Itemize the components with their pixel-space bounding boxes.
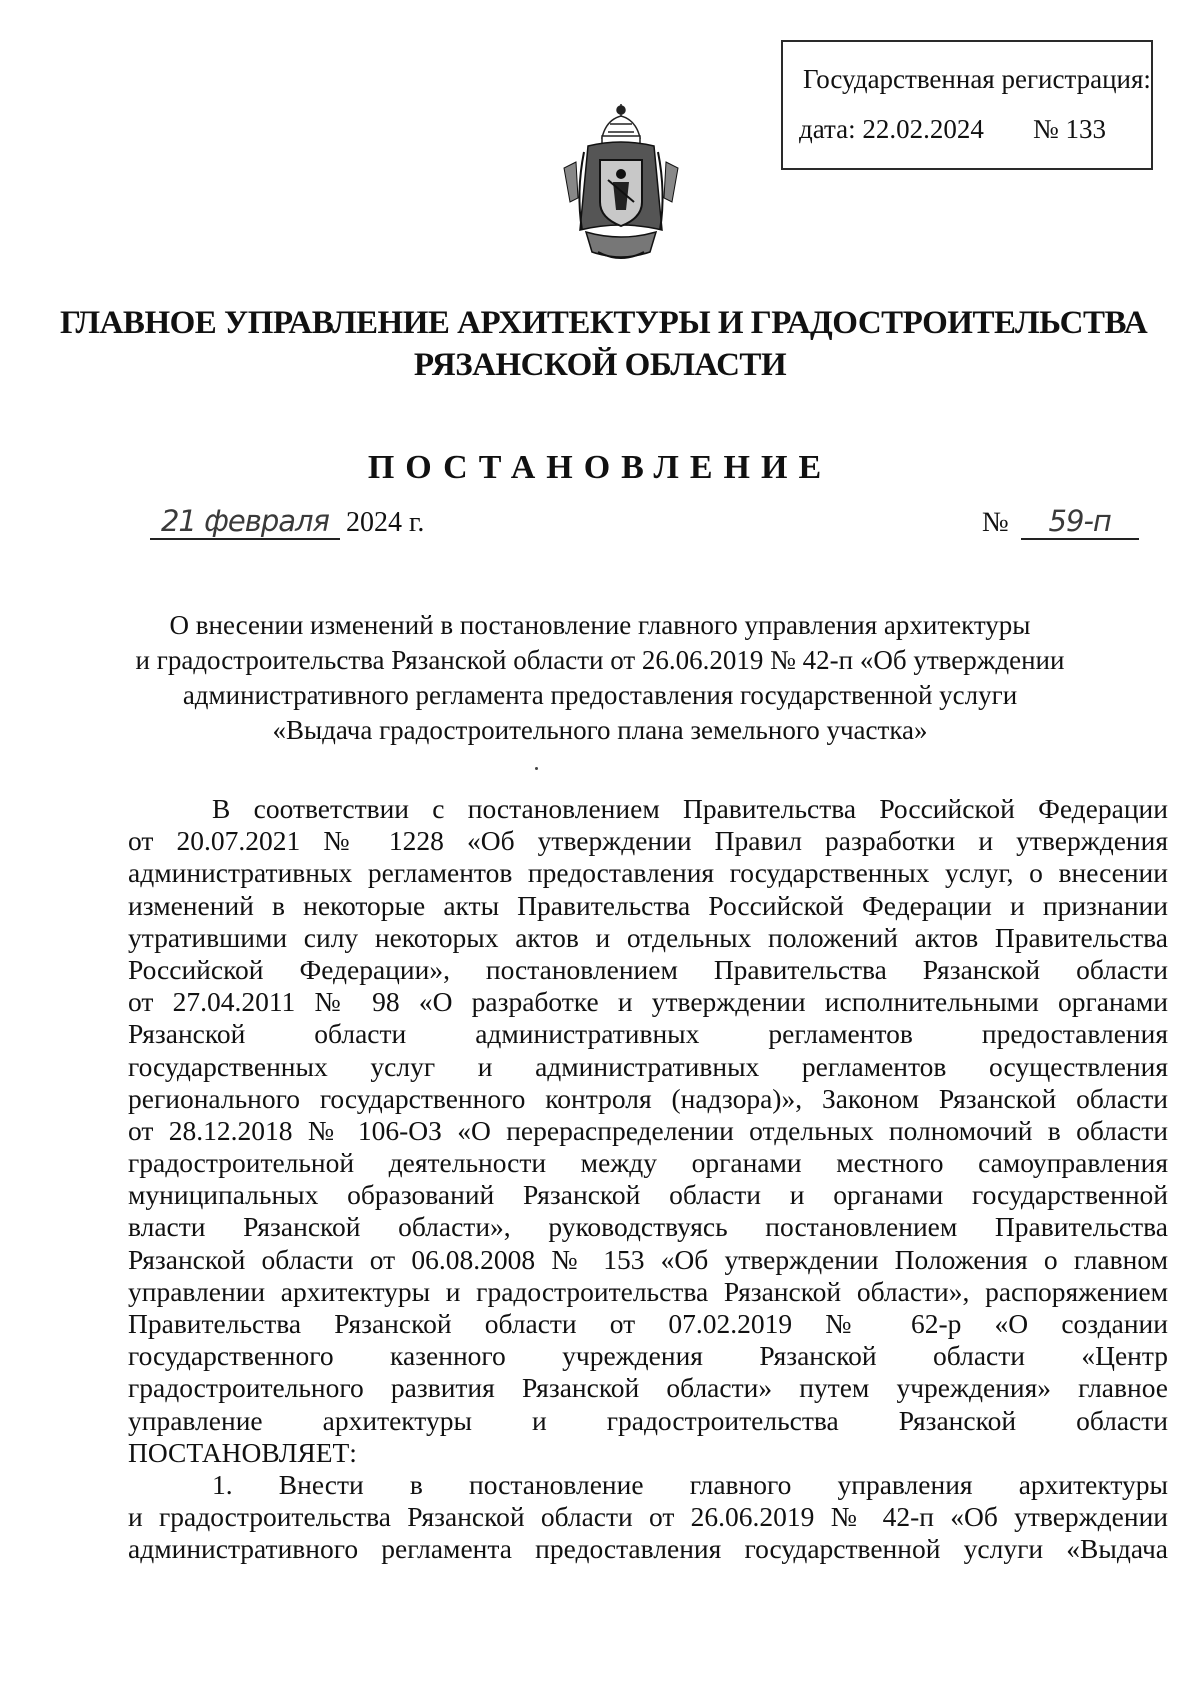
body-line: Правительства Рязанской области от 07.02.2019 № 62-р «О создании	[128, 1308, 1168, 1339]
document-date	[150, 504, 424, 540]
scan-dot	[535, 767, 538, 770]
document-type: ПОСТАНОВЛЕНИЕ	[367, 449, 833, 486]
document-body	[128, 793, 1168, 1566]
body-line: и градостроительства Рязанской области от 26.06.2019 № 42-п «Об утверждении	[128, 1501, 1168, 1533]
registration-stamp	[781, 40, 1153, 170]
body-line: Рязанской области административных регламентов предоставления	[128, 1018, 1168, 1050]
body-line: градостроительного развития Рязанской области» путем учреждения» главное	[128, 1372, 1168, 1404]
body-line: государственных услуг и административных регламентов осуществления	[128, 1050, 1168, 1082]
handwritten-number: 59-п	[1021, 504, 1139, 540]
document-subject	[120, 608, 1080, 748]
registration-date: дата: 22.02.2024	[799, 114, 984, 144]
handwritten-date: 21 февраля	[150, 504, 340, 540]
body-line: управление архитектуры и градостроительства Рязанской области	[128, 1404, 1168, 1436]
organization-title-line2: РЯЗАНСКОЙ ОБЛАСТИ	[413, 347, 787, 383]
document-year: 2024 г.	[346, 507, 425, 538]
body-line: от 20.07.2021 № 1228 «Об утверждении Правил разработки и утверждения	[128, 825, 1168, 857]
coat-of-arms-icon	[558, 102, 684, 267]
body-line: 1. Внести в постановление главного управления архитектуры	[212, 1468, 1168, 1500]
body-line: ПОСТАНОВЛЯЕТ:	[128, 1436, 357, 1468]
document-number	[982, 504, 1139, 540]
number-label: №	[982, 507, 1009, 538]
body-line: от 28.12.2018 № 106-ОЗ «О перераспределении отдельных полномочий в области	[128, 1114, 1168, 1146]
body-line: административных регламентов предоставления государственных услуг, о внесении	[128, 857, 1168, 889]
body-line: утратившими силу некоторых актов и отдельных положений актов Правительства	[128, 921, 1168, 953]
body-line: регионального государственного контроля (надзора)», Законом Рязанской области	[128, 1082, 1168, 1114]
body-line: Российской Федерации», постановлением Правительства Рязанской области	[128, 953, 1168, 985]
registration-title: Государственная регистрация:	[803, 64, 1151, 94]
body-line: власти Рязанской области», руководствуясь постановлением Правительства	[128, 1211, 1168, 1243]
registration-number: № 133	[1033, 114, 1107, 144]
subject-line: и градостроительства Рязанской области от 26.06.2019 № 42-п «Об утверждении	[135, 645, 1065, 675]
subject-line: административного регламента предоставления государственной услуги	[182, 680, 1018, 710]
organization-title-line1: ГЛАВНОЕ УПРАВЛЕНИЕ АРХИТЕКТУРЫ И ГРАДОСТРОИТЕЛЬСТВА	[60, 305, 1148, 341]
body-line: В соответствии с постановлением Правительства Российской Федерации	[212, 793, 1168, 824]
body-line: государственного казенного учреждения Рязанской области «Центр	[128, 1340, 1168, 1372]
body-line: административного регламента предоставления государственной услуги «Выдача	[128, 1533, 1168, 1565]
body-line: от 27.04.2011 № 98 «О разработке и утверждении исполнительными органами	[128, 986, 1168, 1018]
body-line: градостроительной деятельности между органами местного самоуправления	[128, 1147, 1168, 1179]
body-line: изменений в некоторые акты Правительства Российской Федерации и признании	[128, 889, 1168, 921]
subject-line: «Выдача градостроительного плана земельного участка»	[272, 715, 928, 745]
body-line: управлении архитектуры и градостроительства Рязанской области», распоряжением	[128, 1275, 1168, 1307]
body-line: муниципальных образований Рязанской области и органами государственной	[128, 1179, 1168, 1211]
body-line: Рязанской области от 06.08.2008 № 153 «Об утверждении Положения о главном	[128, 1243, 1168, 1275]
subject-line: О внесении изменений в постановление главного управления архитектуры	[169, 610, 1031, 640]
